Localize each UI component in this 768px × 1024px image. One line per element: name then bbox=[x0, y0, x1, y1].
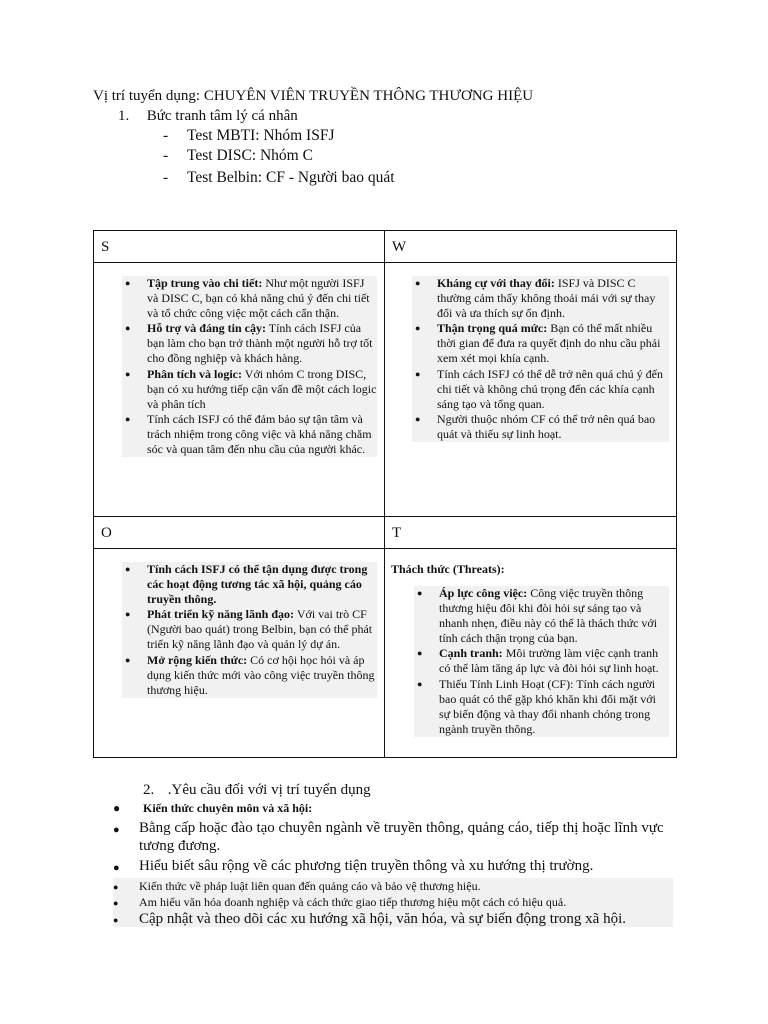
threats-list bbox=[414, 586, 669, 737]
test-mbti-text: Test MBTI: Nhóm ISFJ bbox=[187, 127, 335, 144]
threat-item: ● Áp lực công việc: Công việc truyền thông thương hiệu đôi khi đòi hỏi sự sáng tạo và nhanh nhẹn, điều này có thể là thách thức với tính cách thận trọng của bạn. bbox=[414, 586, 669, 646]
requirement-item: ● Cập nhật và theo dõi các xu hướng xã hội, văn hóa, và sự biến động trong xã hội. bbox=[113, 911, 673, 927]
threats-title: Thách thức (Threats): bbox=[391, 562, 505, 576]
weakness-item: ● Kháng cự với thay đổi: ISFJ và DISC C thường cảm thấy không thoải mái với sự thay đổi và ưa thích sự ổn định. bbox=[412, 276, 669, 321]
threat-item: ● Thiếu Tính Linh Hoạt (CF): Tính cách người bao quát có thể gặp khó khăn khi đối mặt với sự biến động và thay đổi nhanh chóng trong ngành truyền thông. bbox=[414, 677, 669, 737]
test-belbin-text: Test Belbin: CF - Người bao quát bbox=[187, 169, 395, 186]
swot-label-s: S bbox=[94, 231, 385, 263]
swot-cell-strengths bbox=[94, 263, 385, 517]
weakness-item: ● Người thuộc nhóm CF có thể trở nên quá bao quát và thiếu sự linh hoạt. bbox=[412, 412, 669, 442]
test-item-disc: - Test DISC: Nhóm C bbox=[163, 147, 313, 164]
swot-cell-threats bbox=[385, 549, 677, 758]
opportunity-item: ● Tính cách ISFJ có thể tận dụng được trong các hoạt động tương tác xã hội, quảng cáo truyền thông. bbox=[122, 562, 377, 607]
section2-number: 2. bbox=[143, 782, 155, 798]
opportunity-item: ● Phát triển kỹ năng lãnh đạo: Với vai trò CF (Người bao quát) trong Belbin, bạn có thể phát triển kỹ năng lãnh đạo và quản lý dự án. bbox=[122, 607, 377, 652]
strengths-block bbox=[122, 276, 377, 457]
weakness-item: ● Thận trọng quá mức: Bạn có thể mất nhiều thời gian để đưa ra quyết định do nhu cầu phải xem xét mọi khía cạnh. bbox=[412, 321, 669, 366]
swot-label-o: O bbox=[94, 517, 385, 549]
opportunities-block bbox=[122, 562, 377, 698]
strength-item: ● Tập trung vào chi tiết: Như một người ISFJ và DISC C, bạn có khả năng chú ý đến chi tiết và tổ chức công việc một cách cẩn thận. bbox=[122, 276, 377, 321]
section1-title: Bức tranh tâm lý cá nhân bbox=[146, 108, 298, 124]
requirement-heading: ● Kiến thức chuyên môn và xã hội: bbox=[113, 801, 313, 815]
strengths-list bbox=[122, 276, 377, 457]
requirement-item: ● Am hiểu văn hóa doanh nghiệp và cách thức giao tiếp thương hiệu một cách có hiệu quả. bbox=[113, 895, 673, 911]
test-item-mbti: - Test MBTI: Nhóm ISFJ bbox=[163, 127, 335, 144]
weaknesses-block bbox=[412, 276, 669, 442]
swot-cell-opportunities bbox=[94, 549, 385, 758]
strength-item: ● Hỗ trợ và đáng tin cậy: Tính cách ISFJ của bạn làm cho bạn trở thành một người hỗ trợ tốt cho đồng nghiệp và khách hàng. bbox=[122, 321, 377, 366]
strength-item: ● Tính cách ISFJ có thể đảm bảo sự tận tâm và trách nhiệm trong công việc và khả năng chăm sóc và quan tâm đến nhu cầu của người khác. bbox=[122, 412, 377, 457]
section1-number: 1. bbox=[118, 108, 130, 124]
section2-title: .Yêu cầu đối với vị trí tuyển dụng bbox=[167, 782, 371, 798]
test-item-belbin: - Test Belbin: CF - Người bao quát bbox=[163, 169, 395, 186]
opportunities-list bbox=[122, 562, 377, 698]
weaknesses-list bbox=[412, 276, 669, 442]
requirement-item: ● Kiến thức về pháp luật liên quan đến quảng cáo và bảo vệ thương hiệu. bbox=[113, 878, 673, 896]
requirement-item: ● Hiểu biết sâu rộng về các phương tiện truyền thông và xu hướng thị trường. bbox=[113, 858, 594, 874]
threat-item: ● Cạnh tranh: Môi trường làm việc cạnh tranh có thể làm tăng áp lực và đòi hỏi sự linh hoạt. bbox=[414, 646, 669, 676]
opportunity-item: ● Mở rộng kiến thức: Có cơ hội học hỏi và áp dụng kiến thức mới vào công việc truyền thông thương hiệu. bbox=[122, 653, 377, 698]
swot-cell-weaknesses bbox=[385, 263, 677, 517]
section1-heading bbox=[118, 106, 298, 126]
weakness-item: ● Tính cách ISFJ có thể dễ trở nên quá chú ý đến chi tiết và không chú trọng đến các khía cạnh sáng tạo và tổng quan. bbox=[412, 367, 669, 412]
threats-block bbox=[414, 586, 669, 737]
strength-item: ● Phân tích và logic: Với nhóm C trong DISC, bạn có xu hướng tiếp cận vấn đề một cách logic và phân tích bbox=[122, 367, 377, 412]
swot-label-w: W bbox=[385, 231, 677, 263]
swot-label-t: T bbox=[385, 517, 677, 549]
position-title: Vị trí tuyển dụng: CHUYÊN VIÊN TRUYỀN THÔNG THƯƠNG HIỆU bbox=[93, 88, 534, 104]
test-disc-text: Test DISC: Nhóm C bbox=[187, 147, 313, 164]
swot-table bbox=[93, 230, 677, 758]
requirement-item: ● Bằng cấp hoặc đào tạo chuyên ngành về truyền thông, quảng cáo, tiếp thị hoặc lĩnh vực tương đương. bbox=[113, 820, 664, 854]
section2-heading bbox=[143, 780, 371, 800]
